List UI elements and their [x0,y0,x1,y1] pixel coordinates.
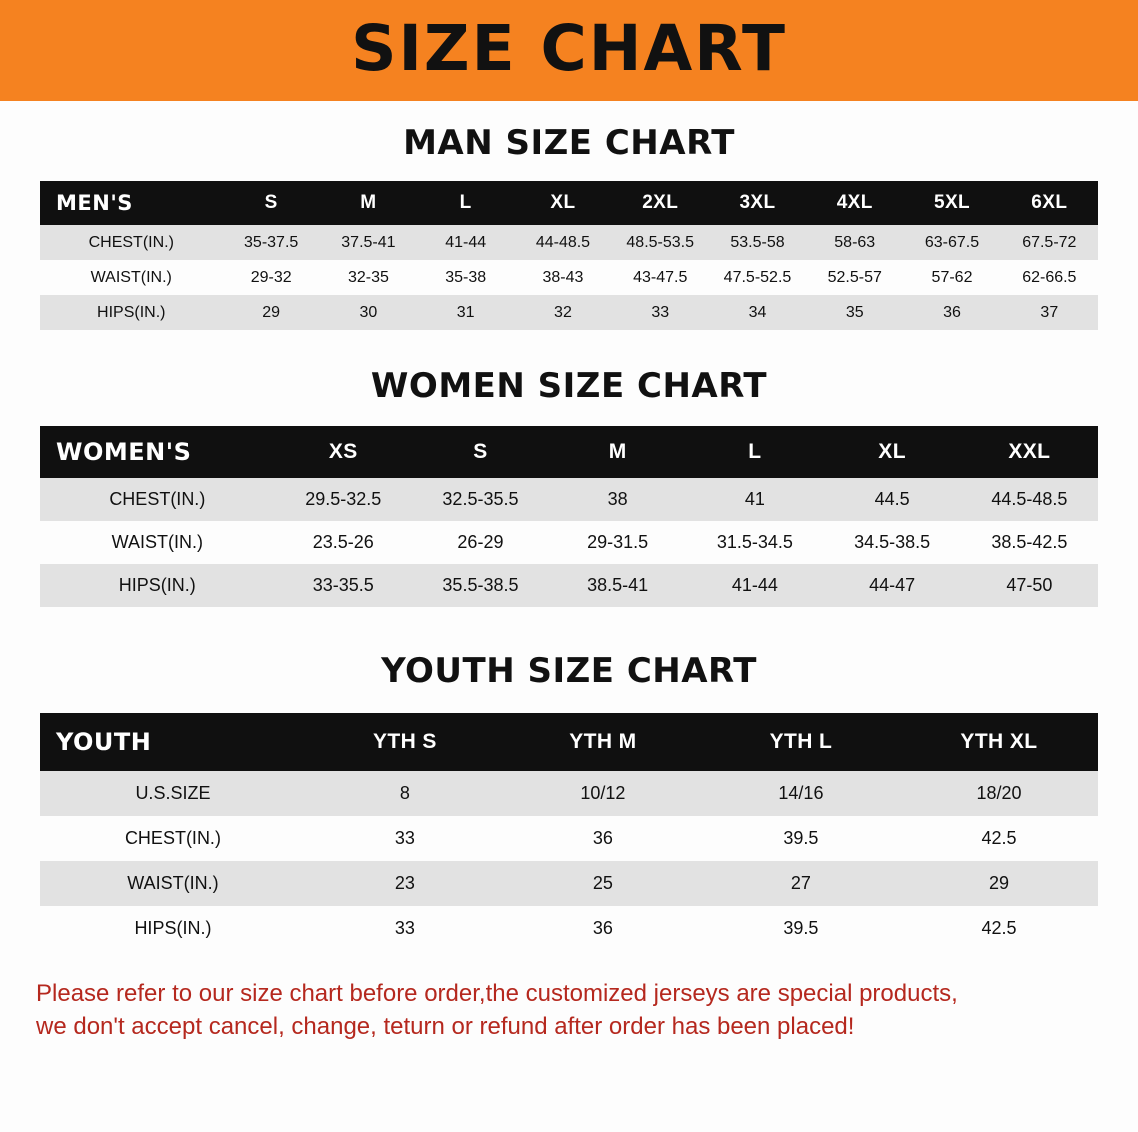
man-header-cell: M [360,192,377,213]
man-cell: 35-37.5 [244,233,299,251]
man-row-label: CHEST(IN.) [88,233,174,251]
man-cell: 53.5-58 [730,233,785,251]
policy-note [36,977,1102,1043]
man-row-label: WAIST(IN.) [90,268,172,286]
man-table-row [40,295,1098,330]
youth-header-cell: YTH S [372,730,437,753]
women-header-row [40,426,1098,478]
youth-header-cell: YTH L [769,730,833,753]
man-cell: 29 [262,303,281,321]
youth-cell: 36 [592,828,613,848]
women-cell: 31.5-34.5 [716,532,793,552]
women-header-cell: XXL [1008,440,1051,463]
man-cell: 32 [554,303,572,321]
man-row-label: HIPS(IN.) [97,303,166,321]
man-header-cell: 5XL [933,192,971,213]
man-cell: 33 [651,303,670,321]
man-size-table [40,181,1098,330]
youth-cell: 36 [592,918,613,938]
man-cell: 48.5-53.5 [626,233,695,251]
youth-header-row [40,713,1098,771]
women-cell: 41 [744,489,765,509]
youth-table-head [40,713,1098,771]
policy-note-line-1: Please refer to our size chart before order,the customized jerseys are special products, [36,980,958,1007]
man-table-head [40,181,1098,225]
women-cell: 44.5-48.5 [991,489,1068,509]
women-cell: 47-50 [1006,575,1053,595]
women-cell: 38.5-42.5 [991,532,1068,552]
man-table-corner-label: MEN'S [56,191,133,215]
man-header-cell: L [459,192,472,213]
header-banner [0,0,1138,101]
man-header-cell: 2XL [642,192,679,213]
youth-table-body [40,771,1098,951]
man-cell: 37.5-41 [341,233,396,251]
women-cell: 26-29 [457,532,504,552]
women-cell: 35.5-38.5 [442,575,519,595]
youth-cell: 27 [790,873,811,893]
women-cell: 33-35.5 [312,575,374,595]
page-title: SIZE CHART [351,12,787,85]
women-table-row [40,564,1098,607]
youth-row-label: WAIST(IN.) [127,873,219,893]
youth-cell: 14/16 [778,783,824,803]
man-header-cell: 4XL [836,192,873,213]
youth-section-title: YOUTH SIZE CHART [381,651,757,691]
man-cell: 47.5-52.5 [723,268,792,286]
man-table-row [40,260,1098,295]
man-cell: 67.5-72 [1022,233,1077,251]
man-header-cell: XL [550,192,576,213]
man-cell: 35 [845,303,864,321]
youth-table-row [40,906,1098,951]
youth-cell: 10/12 [580,783,626,803]
youth-row-label: CHEST(IN.) [124,828,221,848]
youth-cell: 29 [988,873,1009,893]
women-table-wrapper [40,426,1098,607]
youth-cell: 33 [394,828,415,848]
youth-cell: 8 [399,783,410,803]
youth-cell: 18/20 [976,783,1022,803]
man-table-body [40,225,1098,330]
man-header-row [40,181,1098,225]
youth-table-row [40,816,1098,861]
women-table-row [40,521,1098,564]
man-cell: 37 [1040,303,1059,321]
man-cell: 32-35 [347,268,389,286]
man-cell: 52.5-57 [827,268,882,286]
man-cell: 34 [748,303,767,321]
women-header-cell: XS [328,440,358,463]
women-cell: 41-44 [731,575,778,595]
women-header-cell: M [608,440,627,463]
youth-cell: 33 [394,918,415,938]
man-cell: 29-32 [250,268,292,286]
youth-header-cell: YTH XL [960,730,1038,753]
youth-cell: 42.5 [981,828,1017,848]
women-table-row [40,478,1098,521]
youth-cell: 23 [394,873,415,893]
women-header-cell: XL [878,440,906,463]
man-header-cell: 3XL [739,192,776,213]
man-cell: 36 [943,303,961,321]
youth-cell: 39.5 [783,828,819,848]
youth-size-table [40,713,1098,951]
policy-note-line-2: we don't accept cancel, change, teturn or refund after order has been placed! [36,1013,855,1041]
man-cell: 58-63 [834,233,876,251]
man-cell: 57-62 [931,268,973,286]
women-cell: 29.5-32.5 [305,489,382,509]
youth-table-row [40,771,1098,816]
youth-header-cell: YTH M [569,730,637,753]
man-cell: 44-48.5 [535,233,591,251]
youth-table-row [40,861,1098,906]
youth-cell: 25 [592,873,613,893]
man-cell: 31 [456,303,475,321]
man-section-title: MAN SIZE CHART [403,123,735,163]
women-header-cell: L [748,440,762,463]
women-cell: 34.5-38.5 [854,532,931,552]
women-row-label: CHEST(IN.) [109,489,206,509]
women-table-corner-label: WOMEN'S [56,438,192,466]
youth-cell: 39.5 [783,918,819,938]
man-cell: 63-67.5 [924,233,980,251]
women-section-title: WOMEN SIZE CHART [370,366,768,406]
women-row-label: WAIST(IN.) [111,532,203,552]
women-cell: 38.5-41 [587,575,649,595]
man-cell: 43-47.5 [633,268,688,286]
youth-table-corner-label: YOUTH [56,728,152,756]
women-cell: 29-31.5 [587,532,649,552]
women-row-label: HIPS(IN.) [118,575,196,595]
man-cell: 30 [359,303,378,321]
man-cell: 35-38 [445,268,487,286]
youth-cell: 42.5 [981,918,1017,938]
youth-row-label: U.S.SIZE [135,783,211,803]
man-table-wrapper [40,181,1098,330]
women-table-head [40,426,1098,478]
women-cell: 32.5-35.5 [442,489,519,509]
women-cell: 38 [607,489,628,509]
man-cell: 41-44 [445,233,487,251]
women-size-table [40,426,1098,607]
man-header-cell: S [264,192,278,213]
women-header-cell: S [473,440,488,463]
youth-row-label: HIPS(IN.) [134,918,212,938]
man-cell: 38-43 [542,268,584,286]
women-table-body [40,478,1098,607]
women-cell: 23.5-26 [312,532,374,552]
youth-table-wrapper [40,713,1098,951]
man-header-cell: 6XL [1031,192,1068,213]
man-cell: 62-66.5 [1022,268,1077,286]
women-cell: 44.5 [874,489,910,509]
women-cell: 44-47 [869,575,916,595]
man-table-row [40,225,1098,260]
